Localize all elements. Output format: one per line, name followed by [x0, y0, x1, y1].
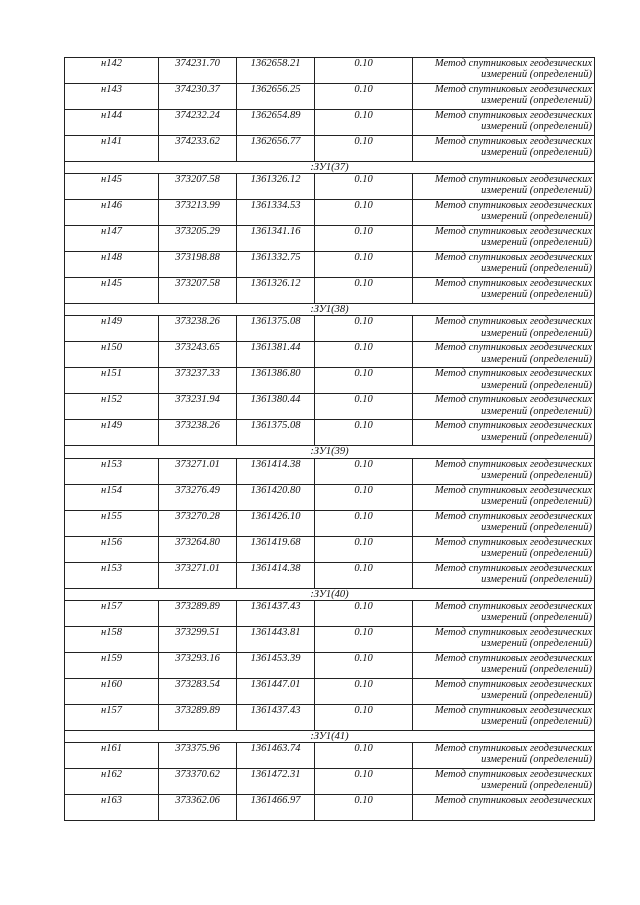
table-row — [65, 136, 595, 162]
coordinate-y: 1361386.80 — [237, 368, 315, 394]
coordinate-y: 1361375.08 — [237, 420, 315, 446]
coordinate-x: 373213.99 — [159, 200, 237, 226]
coordinate-x: 373264.80 — [159, 536, 237, 562]
method-line-1: Метод спутниковых геодезических — [434, 626, 592, 638]
accuracy-value: 0.10 — [315, 626, 413, 652]
point-name: н157 — [65, 704, 159, 730]
method-line-1: Метод спутниковых геодезических — [434, 394, 592, 406]
coordinate-x: 373276.49 — [159, 484, 237, 510]
coordinate-y: 1361437.43 — [237, 704, 315, 730]
coordinate-y: 1361466.97 — [237, 795, 315, 821]
method-cell — [413, 562, 595, 588]
point-name: н161 — [65, 743, 159, 769]
table-row — [65, 562, 595, 588]
method-line-1: Метод спутниковых геодезических — [434, 174, 592, 186]
accuracy-value: 0.10 — [315, 278, 413, 304]
method-cell — [413, 420, 595, 446]
method-line-2: измерений (определений) — [481, 211, 592, 223]
table-row — [65, 510, 595, 536]
coordinate-x: 373289.89 — [159, 704, 237, 730]
method-line-2: измерений (определений) — [481, 147, 592, 159]
point-name: н163 — [65, 795, 159, 821]
coordinate-x: 374232.24 — [159, 110, 237, 136]
coordinate-x: 373205.29 — [159, 226, 237, 252]
coordinate-y: 1361326.12 — [237, 278, 315, 304]
accuracy-value: 0.10 — [315, 704, 413, 730]
coordinate-y: 1361472.31 — [237, 769, 315, 795]
coordinate-y: 1361414.38 — [237, 458, 315, 484]
point-name: н145 — [65, 174, 159, 200]
coordinate-y: 1361426.10 — [237, 510, 315, 536]
coordinates-table — [64, 57, 595, 821]
table-row — [65, 704, 595, 730]
accuracy-value: 0.10 — [315, 420, 413, 446]
method-line-2: измерений (определений) — [481, 469, 592, 481]
method-cell — [413, 200, 595, 226]
method-line-2: измерений (определений) — [481, 664, 592, 676]
point-name: н159 — [65, 652, 159, 678]
method-line-1: Метод спутниковых геодезических — [434, 536, 592, 548]
accuracy-value: 0.10 — [315, 678, 413, 704]
coordinate-x: 373283.54 — [159, 678, 237, 704]
coordinate-y: 1361341.16 — [237, 226, 315, 252]
accuracy-value: 0.10 — [315, 226, 413, 252]
method-line-1: Метод спутниковых геодезических — [434, 769, 592, 781]
table-row — [65, 769, 595, 795]
coordinate-y: 1362658.21 — [237, 58, 315, 84]
table-row — [65, 795, 595, 821]
coordinate-x: 373238.26 — [159, 316, 237, 342]
method-cell — [413, 510, 595, 536]
method-line-1: Метод спутниковых геодезических — [434, 84, 592, 95]
method-line-1: Метод спутниковых геодезических — [434, 368, 592, 380]
method-line-1: Метод спутниковых геодезических — [434, 278, 592, 290]
method-line-2: измерений (определений) — [481, 780, 592, 792]
method-cell — [413, 626, 595, 652]
table-row — [65, 600, 595, 626]
section-label: :ЗУ1(37) — [65, 162, 595, 174]
coordinates-table-body — [65, 58, 595, 821]
method-line-2: измерений (определений) — [481, 327, 592, 339]
method-line-2: измерений (определений) — [481, 121, 592, 133]
method-cell — [413, 368, 595, 394]
point-name: н155 — [65, 510, 159, 536]
accuracy-value: 0.10 — [315, 252, 413, 278]
point-name: н157 — [65, 600, 159, 626]
method-line-1: Метод спутниковых геодезических — [434, 58, 592, 69]
table-row — [65, 110, 595, 136]
method-line-1: Метод спутниковых геодезических — [434, 652, 592, 664]
table-row — [65, 84, 595, 110]
method-line-1: Метод спутниковых геодезических — [434, 743, 592, 755]
coordinate-y: 1362656.25 — [237, 84, 315, 110]
accuracy-value: 0.10 — [315, 174, 413, 200]
point-name: н141 — [65, 136, 159, 162]
section-label: :ЗУ1(39) — [65, 446, 595, 458]
section-header-row — [65, 446, 595, 458]
point-name: н151 — [65, 368, 159, 394]
method-cell — [413, 84, 595, 110]
coordinate-x: 373271.01 — [159, 458, 237, 484]
method-line-2: измерений (определений) — [481, 716, 592, 728]
accuracy-value: 0.10 — [315, 536, 413, 562]
table-row — [65, 458, 595, 484]
coordinate-x: 373238.26 — [159, 420, 237, 446]
point-name: н146 — [65, 200, 159, 226]
table-row — [65, 626, 595, 652]
point-name: н149 — [65, 420, 159, 446]
accuracy-value: 0.10 — [315, 316, 413, 342]
method-line-1: Метод спутниковых геодезических — [434, 200, 592, 212]
point-name: н154 — [65, 484, 159, 510]
coordinate-x: 373370.62 — [159, 769, 237, 795]
method-line-1: Метод спутниковых геодезических — [434, 795, 592, 807]
method-cell — [413, 536, 595, 562]
section-header-row — [65, 588, 595, 600]
coordinate-y: 1361453.39 — [237, 652, 315, 678]
method-line-1: Метод спутниковых геодезических — [434, 458, 592, 470]
method-cell — [413, 226, 595, 252]
method-line-2: измерений (определений) — [481, 379, 592, 391]
accuracy-value: 0.10 — [315, 510, 413, 536]
accuracy-value: 0.10 — [315, 484, 413, 510]
section-header-row — [65, 730, 595, 742]
coordinate-y: 1361332.75 — [237, 252, 315, 278]
method-cell — [413, 58, 595, 84]
method-line-2: измерений (определений) — [481, 69, 592, 81]
coordinate-x: 373237.33 — [159, 368, 237, 394]
method-cell — [413, 652, 595, 678]
accuracy-value: 0.10 — [315, 110, 413, 136]
coordinate-y: 1361380.44 — [237, 394, 315, 420]
method-cell — [413, 795, 595, 821]
method-cell — [413, 110, 595, 136]
accuracy-value: 0.10 — [315, 84, 413, 110]
accuracy-value: 0.10 — [315, 368, 413, 394]
method-line-1: Метод спутниковых геодезических — [434, 252, 592, 264]
accuracy-value: 0.10 — [315, 58, 413, 84]
section-label: :ЗУ1(41) — [65, 730, 595, 742]
table-row — [65, 536, 595, 562]
coordinate-x: 373293.16 — [159, 652, 237, 678]
coordinate-x: 373243.65 — [159, 342, 237, 368]
coordinate-x: 373207.58 — [159, 278, 237, 304]
method-line-2: измерений (определений) — [481, 431, 592, 443]
coordinate-y: 1361375.08 — [237, 316, 315, 342]
method-line-1: Метод спутниковых геодезических — [434, 600, 592, 612]
point-name: н156 — [65, 536, 159, 562]
method-line-1: Метод спутниковых геодезических — [434, 420, 592, 432]
coordinate-y: 1362656.77 — [237, 136, 315, 162]
method-line-1: Метод спутниковых геодезических — [434, 704, 592, 716]
point-name: н153 — [65, 458, 159, 484]
point-name: н160 — [65, 678, 159, 704]
method-line-2: измерений (определений) — [481, 95, 592, 107]
method-line-1: Метод спутниковых геодезических — [434, 678, 592, 690]
method-line-2: измерений (определений) — [481, 573, 592, 585]
accuracy-value: 0.10 — [315, 600, 413, 626]
accuracy-value: 0.10 — [315, 200, 413, 226]
coordinate-x: 373231.94 — [159, 394, 237, 420]
method-line-2: измерений (определений) — [481, 612, 592, 624]
method-line-2: измерений (определений) — [481, 547, 592, 559]
coordinate-y: 1361381.44 — [237, 342, 315, 368]
table-row — [65, 252, 595, 278]
point-name: н143 — [65, 84, 159, 110]
point-name: н162 — [65, 769, 159, 795]
accuracy-value: 0.10 — [315, 458, 413, 484]
method-line-1: Метод спутниковых геодезических — [434, 226, 592, 238]
method-line-1: Метод спутниковых геодезических — [434, 136, 592, 147]
table-row — [65, 394, 595, 420]
table-row — [65, 368, 595, 394]
method-cell — [413, 278, 595, 304]
coordinate-y: 1361326.12 — [237, 174, 315, 200]
section-label: :ЗУ1(40) — [65, 588, 595, 600]
accuracy-value: 0.10 — [315, 769, 413, 795]
method-line-2: измерений (определений) — [481, 263, 592, 275]
coordinate-x: 374233.62 — [159, 136, 237, 162]
table-row — [65, 278, 595, 304]
method-line-2: измерений (определений) — [481, 185, 592, 197]
point-name: н142 — [65, 58, 159, 84]
method-line-1: Метод спутниковых геодезических — [434, 562, 592, 574]
table-row — [65, 316, 595, 342]
coordinate-x: 373270.28 — [159, 510, 237, 536]
method-cell — [413, 174, 595, 200]
coordinate-y: 1361447.01 — [237, 678, 315, 704]
table-row — [65, 743, 595, 769]
table-row — [65, 652, 595, 678]
table-row — [65, 678, 595, 704]
coordinate-y: 1361437.43 — [237, 600, 315, 626]
point-name: н158 — [65, 626, 159, 652]
method-line-1: Метод спутниковых геодезических — [434, 510, 592, 522]
method-line-2: измерений (определений) — [481, 690, 592, 702]
method-line-1: Метод спутниковых геодезических — [434, 316, 592, 328]
point-name: н145 — [65, 278, 159, 304]
method-line-2: измерений (определений) — [481, 638, 592, 650]
method-cell — [413, 743, 595, 769]
method-cell — [413, 252, 595, 278]
method-line-2: измерений (определений) — [481, 289, 592, 301]
method-cell — [413, 394, 595, 420]
table-row — [65, 200, 595, 226]
method-line-2: измерений (определений) — [481, 495, 592, 507]
section-label: :ЗУ1(38) — [65, 304, 595, 316]
method-cell — [413, 136, 595, 162]
coordinate-y: 1361419.68 — [237, 536, 315, 562]
coordinate-x: 374231.70 — [159, 58, 237, 84]
point-name: н152 — [65, 394, 159, 420]
method-cell — [413, 316, 595, 342]
section-header-row — [65, 304, 595, 316]
method-line-2: измерений (определений) — [481, 353, 592, 365]
method-cell — [413, 484, 595, 510]
point-name: н144 — [65, 110, 159, 136]
table-row — [65, 174, 595, 200]
coordinate-y: 1361414.38 — [237, 562, 315, 588]
coordinate-x: 374230.37 — [159, 84, 237, 110]
method-cell — [413, 600, 595, 626]
method-line-2: измерений (определений) — [481, 754, 592, 766]
accuracy-value: 0.10 — [315, 394, 413, 420]
coordinate-y: 1361334.53 — [237, 200, 315, 226]
table-row — [65, 484, 595, 510]
coordinate-x: 373362.06 — [159, 795, 237, 821]
coordinate-x: 373289.89 — [159, 600, 237, 626]
point-name: н149 — [65, 316, 159, 342]
method-cell — [413, 342, 595, 368]
point-name: н150 — [65, 342, 159, 368]
table-row — [65, 226, 595, 252]
accuracy-value: 0.10 — [315, 652, 413, 678]
method-line-1: Метод спутниковых геодезических — [434, 342, 592, 354]
table-row — [65, 420, 595, 446]
method-cell — [413, 458, 595, 484]
coordinate-x: 373198.88 — [159, 252, 237, 278]
accuracy-value: 0.10 — [315, 342, 413, 368]
coordinate-y: 1362654.89 — [237, 110, 315, 136]
method-cell — [413, 678, 595, 704]
coordinate-y: 1361420.80 — [237, 484, 315, 510]
point-name: н147 — [65, 226, 159, 252]
coordinate-x: 373207.58 — [159, 174, 237, 200]
method-cell — [413, 769, 595, 795]
coordinate-x: 373271.01 — [159, 562, 237, 588]
method-cell — [413, 704, 595, 730]
accuracy-value: 0.10 — [315, 795, 413, 821]
coordinate-x: 373299.51 — [159, 626, 237, 652]
accuracy-value: 0.10 — [315, 562, 413, 588]
method-line-2: измерений (определений) — [481, 405, 592, 417]
table-row — [65, 58, 595, 84]
coordinate-y: 1361443.81 — [237, 626, 315, 652]
method-line-1: Метод спутниковых геодезических — [434, 484, 592, 496]
accuracy-value: 0.10 — [315, 136, 413, 162]
method-line-1: Метод спутниковых геодезических — [434, 110, 592, 121]
table-row — [65, 342, 595, 368]
section-header-row — [65, 162, 595, 174]
method-line-2: измерений (определений) — [481, 237, 592, 249]
point-name: н148 — [65, 252, 159, 278]
accuracy-value: 0.10 — [315, 743, 413, 769]
coordinate-x: 373375.96 — [159, 743, 237, 769]
method-line-2: измерений (определений) — [481, 521, 592, 533]
coordinate-y: 1361463.74 — [237, 743, 315, 769]
point-name: н153 — [65, 562, 159, 588]
